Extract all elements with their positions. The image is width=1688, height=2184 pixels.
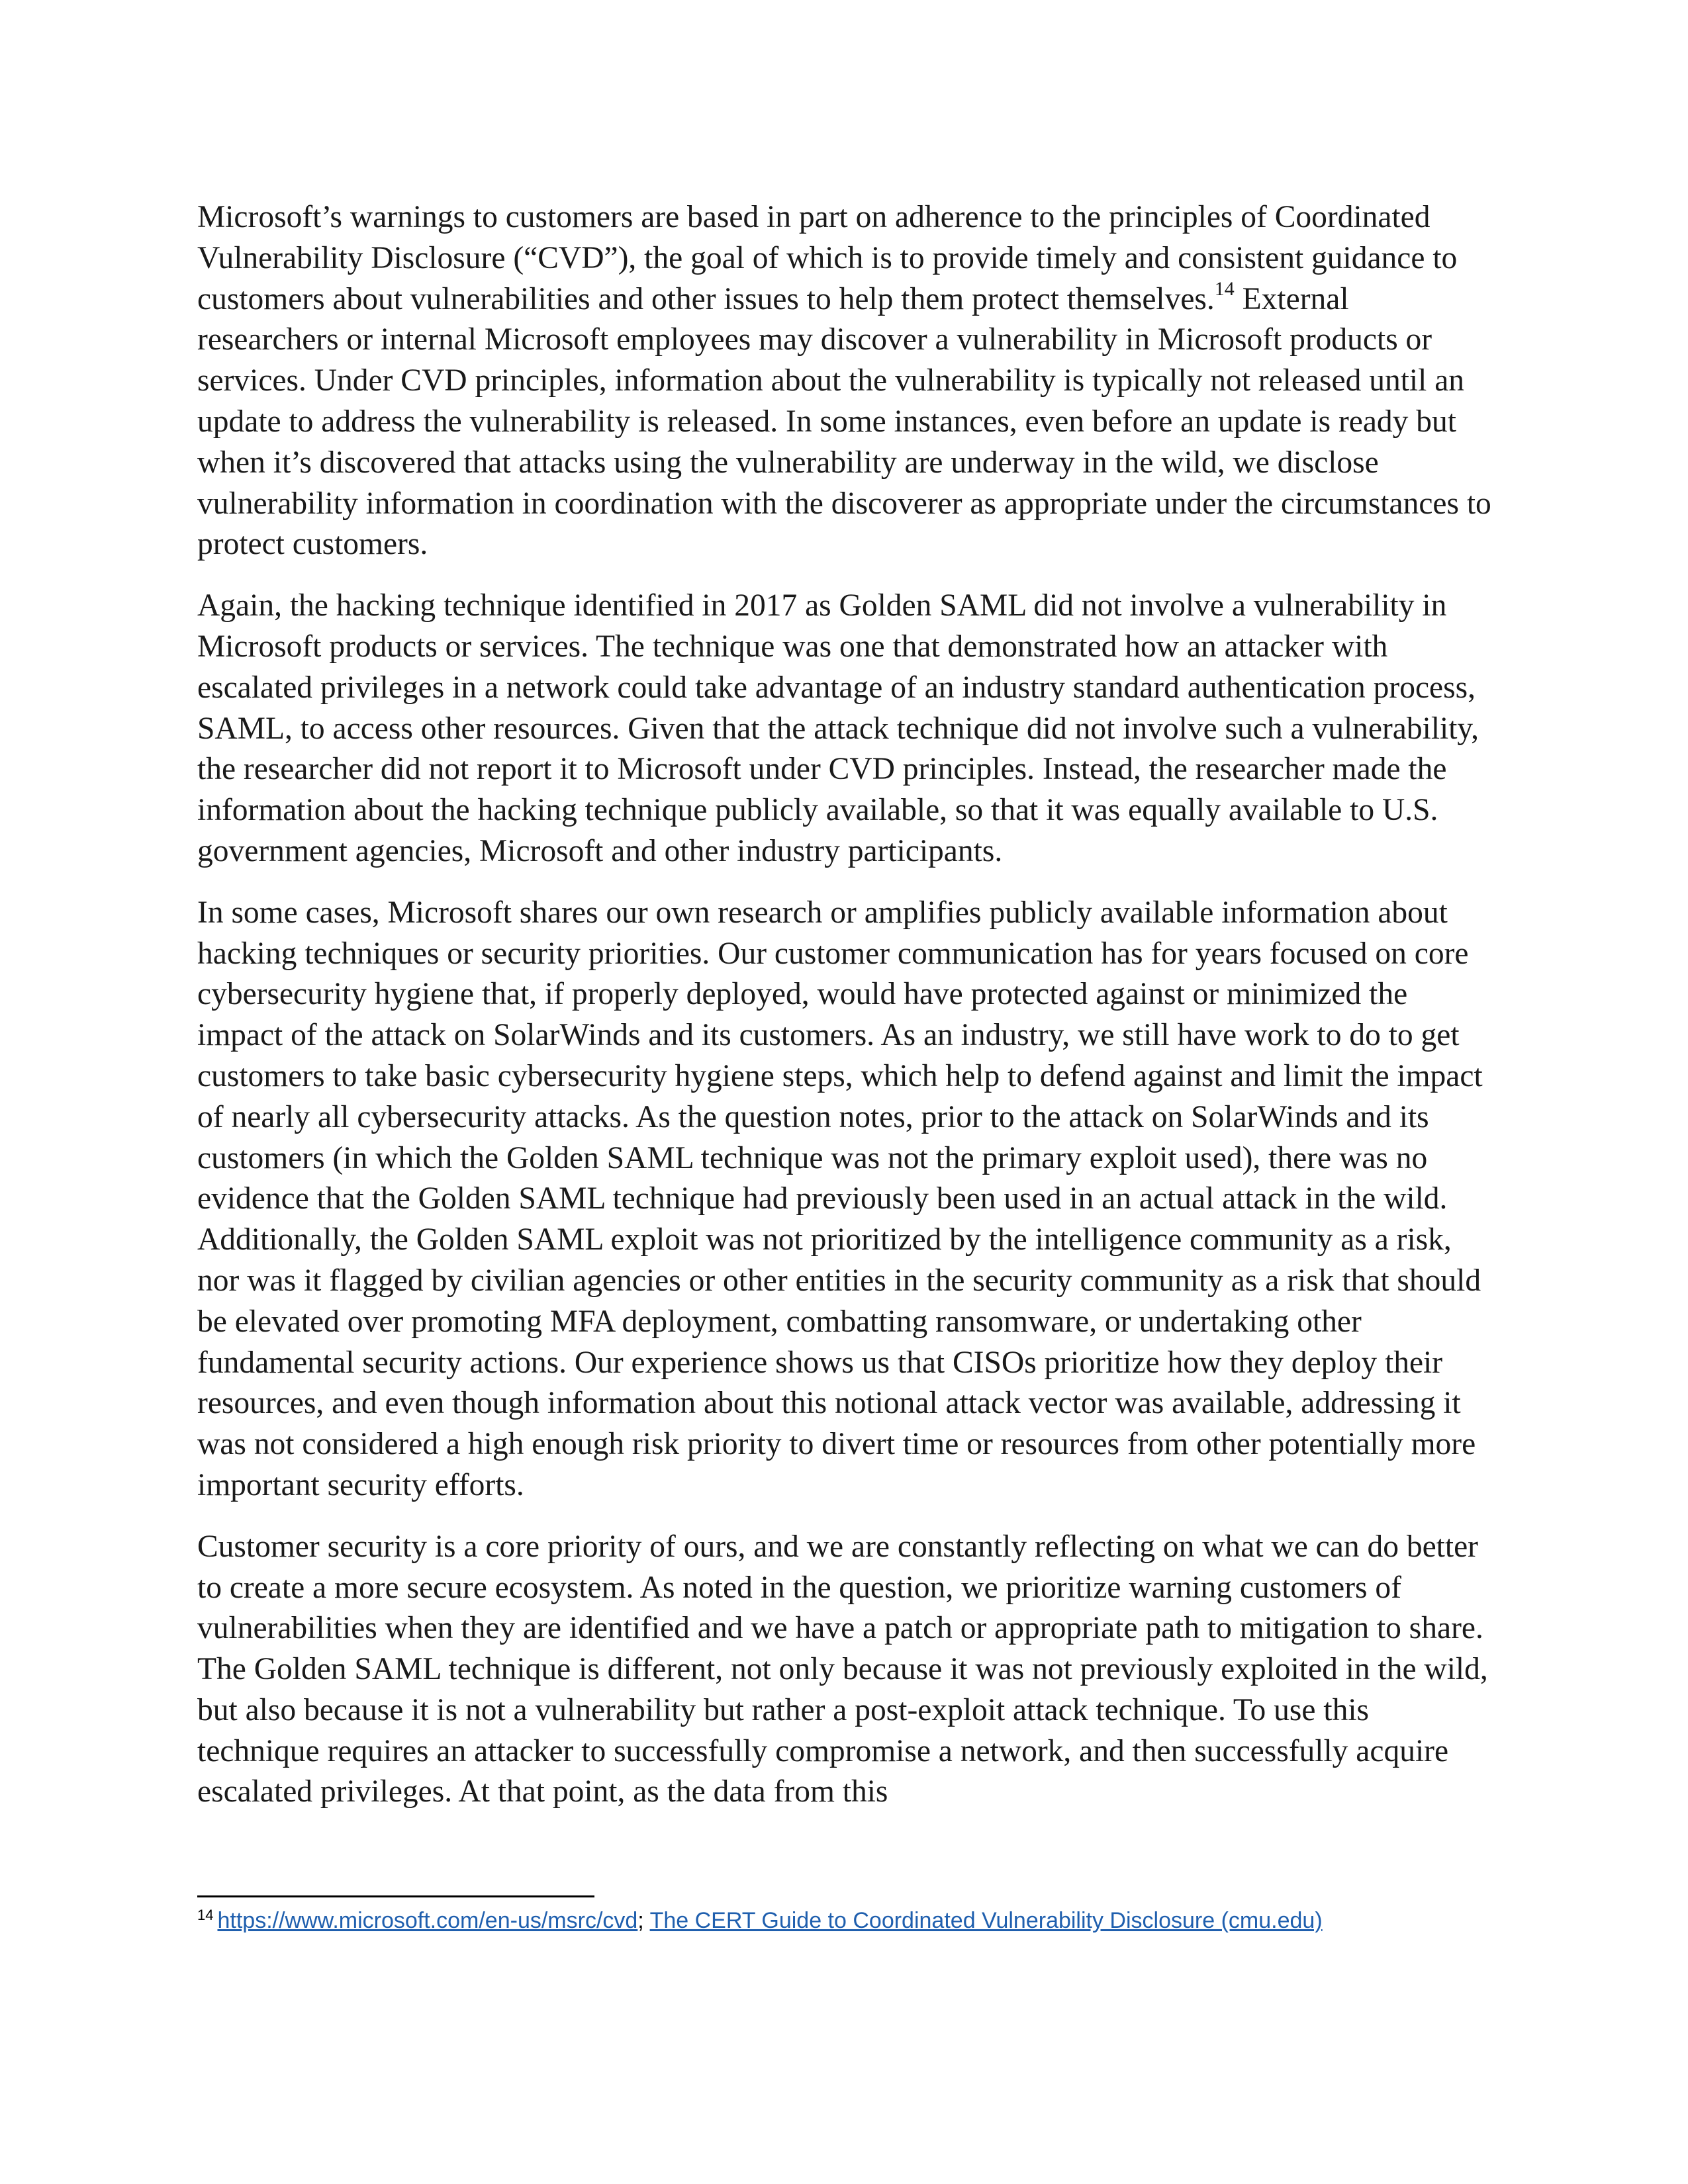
footnote-link-cert-guide[interactable]: The CERT Guide to Coordinated Vulnerability Disclosure (cmu.edu)	[649, 1908, 1323, 1933]
footnote-divider	[197, 1895, 594, 1897]
footnote-reference[interactable]: 14	[1214, 277, 1235, 300]
body-text	[197, 197, 1495, 1833]
footnote-separator: ;	[637, 1908, 650, 1933]
paragraph-cvd-principles	[197, 197, 1495, 565]
paragraph-customer-communication: In some cases, Microsoft shares our own research or amplifies publicly available information about hacking techniques or security priorities. Our customer communication has for years focused on core cybersecurity hygiene that, if properly deployed, would have protected against or minimized the impact of the attack on SolarWinds and its customers. As an industry, we still have work to do to get customers to take basic cybersecurity hygiene steps, which help to defend against and limit the impact of nearly all cybersecurity attacks. As the question notes, prior to the attack on SolarWinds and its customers (in which the Golden SAML technique was not the primary exploit used), there was no evidence that the Golden SAML technique had previously been used in an actual attack in the wild. Additionally, the Golden SAML exploit was not prioritized by the intelligence community as a risk, nor was it flagged by civilian agencies or other entities in the security community as a risk that should be elevated over promoting MFA deployment, combatting ransomware, or undertaking other fundamental security actions. Our experience shows us that CISOs prioritize how they deploy their resources, and even though information about this notional attack vector was available, addressing it was not considered a high enough risk priority to divert time or resources from other potentially more important security efforts.	[197, 895, 1483, 1502]
footnote-number: 14	[197, 1906, 214, 1923]
footnote-link-msrc-cvd[interactable]: https://www.microsoft.com/en-us/msrc/cvd	[217, 1908, 638, 1933]
paragraph-cvd-text-end: External researchers or internal Microsoft employees may discover a vulnerability in Microsoft products or services. Under CVD principles, information about the vulnerability is typically not released until an update to address the vulnerability is released. In some instances, even before an update is ready but when it’s discovered that attacks using the vulnerability are underway in the wild, we disclose vulnerability information in coordination with the discoverer as appropriate under the circumstances to protect customers.	[197, 281, 1491, 562]
paragraph-cvd-text-start: Microsoft’s warnings to customers are based in part on adherence to the principles of Coordinated Vulnerability Disclosure (“CVD”), the goal of which is to provide timely and consistent guidance to customers about vulnerabilities and other issues to help them protect themselves.	[197, 200, 1458, 316]
paragraph-customer-security: Customer security is a core priority of ours, and we are constantly reflecting on what we can do better to create a more secure ecosystem. As noted in the question, we prioritize warning customers of vulnerabilities when they are identified and we have a patch or appropriate path to mitigation to share. The Golden SAML technique is different, not only because it was not previously exploited in the wild, but also because it is not a vulnerability but rather a post-exploit attack technique. To use this technique requires an attacker to successfully compromise a network, and then successfully acquire escalated privileges. At that point, as the data from this	[197, 1529, 1488, 1809]
footnote	[197, 1906, 1495, 1935]
paragraph-golden-saml: Again, the hacking technique identified in 2017 as Golden SAML did not involve a vulnerability in Microsoft products or services. The technique was one that demonstrated how an attacker with escalated privileges in a network could take advantage of an industry standard authentication process, SAML, to access other resources. Given that the attack technique did not involve such a vulnerability, the researcher did not report it to Microsoft under CVD principles. Instead, the researcher made the information about the hacking technique publicly available, so that it was equally available to U.S. government agencies, Microsoft and other industry participants.	[197, 588, 1479, 868]
